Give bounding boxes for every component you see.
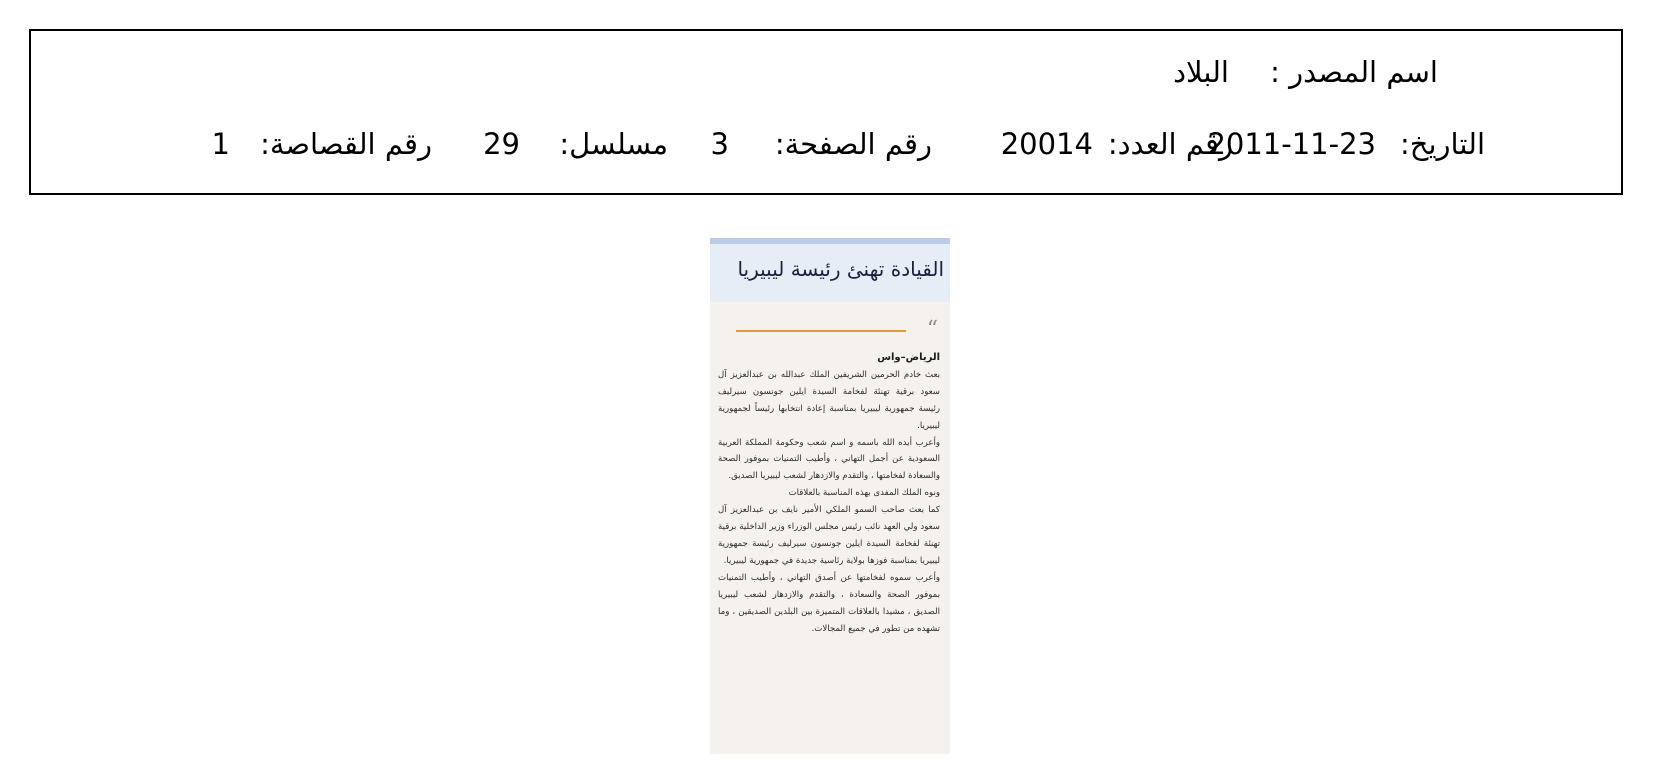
clipping-body	[718, 350, 940, 637]
source-value: البلاد	[1173, 55, 1229, 89]
clipping-dateline: الرياض–واس	[877, 352, 940, 363]
date-label: التاريخ:	[1399, 127, 1485, 161]
issue-value: 20014	[1000, 127, 1093, 161]
page-value: 3	[710, 127, 729, 161]
page-label: رقم الصفحة:	[774, 127, 932, 161]
date-value: 2011-11-23	[1207, 127, 1376, 161]
clipping-paragraph: وأعرب أيده الله باسمه و اسم شعب وحكومة المملكة العربية السعودية عن أجمل التهاني ، وأطيب التمنيات بموفور الصحة والسعادة لفخامتها ، والتقدم والازدهار لشعب ليبيريا الصديق.	[718, 437, 940, 482]
issue-label: رقم العدد:	[1107, 127, 1233, 161]
newspaper-clipping	[710, 238, 950, 754]
source-label: اسم المصدر :	[1270, 55, 1438, 89]
clipping-paragraph: بعث خادم الحرمين الشريفين الملك عبدالله بن عبدالعزيز آل سعود برقية تهنئة لفخامة السيدة ايلين جونسون سيرليف رئيسة جمهورية ليبيريا بمناسبة إعادة انتخابها رئيساً لجمهورية ليبيريا.	[718, 369, 940, 431]
clip-number-value: 1	[211, 127, 230, 161]
orange-divider	[736, 330, 906, 332]
clipping-paragraph: ونوه الملك المفدى بهذه المناسبة بالعلاقات	[788, 488, 940, 499]
quote-mark-icon: “	[926, 317, 938, 342]
clipping-paragraph: وأعرب سموه لفخامتها عن أصدق التهاني ، وأطيب التمنيات بموفور الصحة والسعادة ، والتقدم والازدهار لشعب ليبيريا الصديق ، مشيدا بالعلاقات المتميزة بين البلدين الصديقين ، وما تشهده من تطور في جميع المجالات.	[718, 572, 940, 634]
serial-value: 29	[483, 127, 520, 161]
clip-number-label: رقم القصاصة:	[260, 127, 432, 161]
serial-label: مسلسل:	[559, 127, 668, 161]
clipping-headline: القيادة تهنئ رئيسة ليبيريا	[737, 257, 944, 281]
clipping-paragraph: كما بعث صاحب السمو الملكي الأمير نايف بن عبدالعزيز آل سعود ولي العهد نائب رئيس مجلس الوزراء وزير الداخلية برقية تهنئة لفخامة السيدة ايلين جونسون سيرليف رئيسة جمهورية ليبيريا بمناسبة فوزها بولاية رئاسية جديدة في جمهورية ليبيريا.	[718, 505, 940, 566]
